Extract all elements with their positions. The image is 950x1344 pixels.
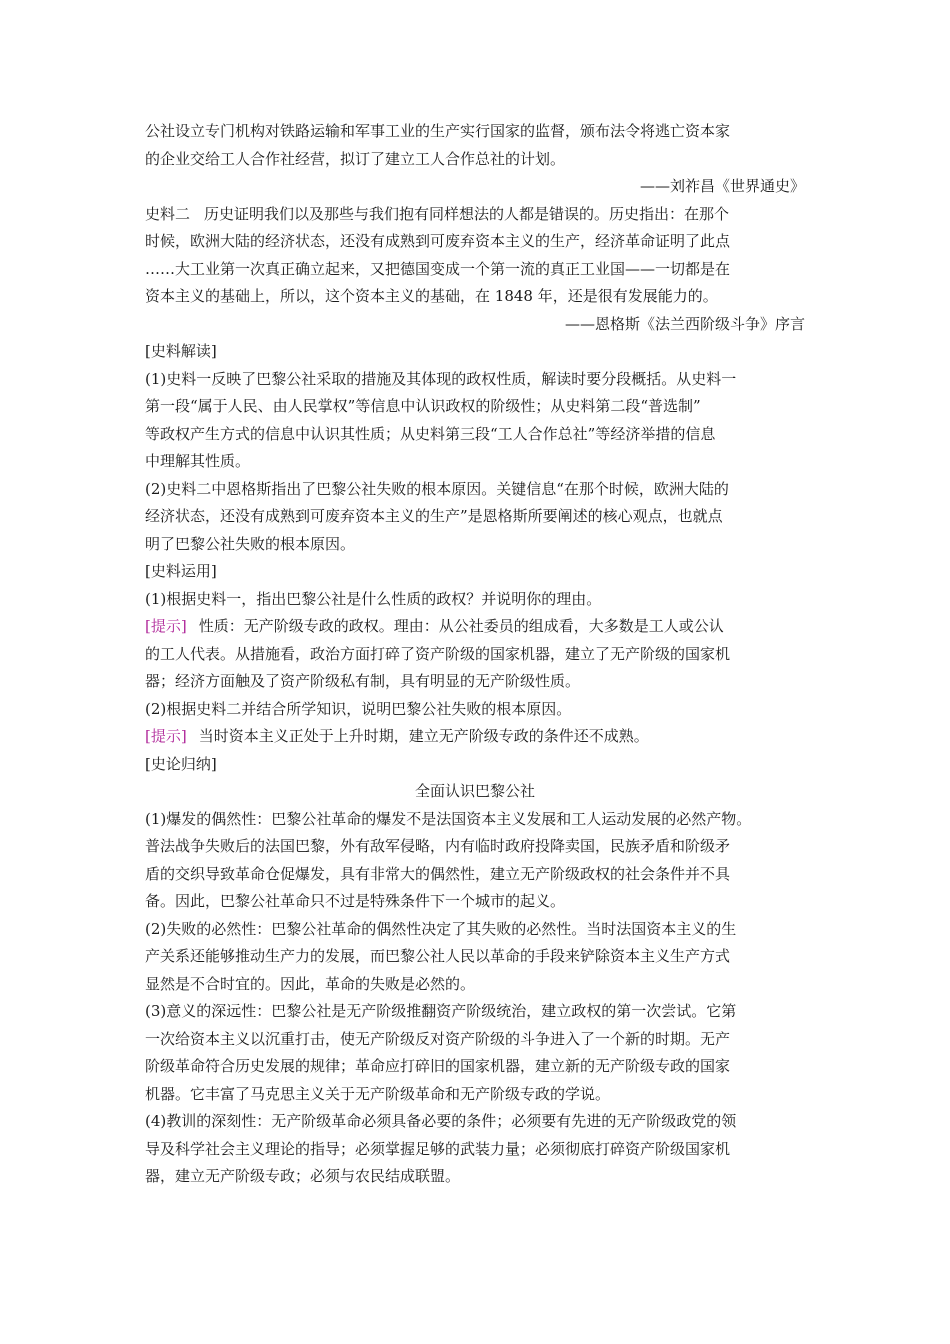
interpret-1-line: (1)史料一反映了巴黎公社采取的措施及其体现的政权性质，解读时要分段概括。从史料一 bbox=[145, 369, 737, 388]
answer-1-text: 性质：无产阶级专政的政权。理由：从公社委员的组成看，大多数是工人或公认 bbox=[198, 617, 724, 635]
summary-4-line: (4)教训的深刻性：无产阶级革命必须具备必要的条件；必须要有先进的无产阶级政党的领 bbox=[145, 1112, 737, 1130]
summary-4-line: 器，建立无产阶级专政；必须与农民结成联盟。 bbox=[145, 1167, 461, 1185]
document-page bbox=[145, 118, 805, 1191]
source1-citation: ——刘祚昌《世界通史》 bbox=[639, 177, 805, 195]
hint-label: [提示] bbox=[145, 727, 187, 745]
source1-line: 公社设立专门机构对铁路运输和军事工业的生产实行国家的监督，颁布法令将逃亡资本家 bbox=[145, 122, 731, 140]
summary-2-line: 产关系还能够推动生产力的发展，而巴黎公社人民以革命的手段来铲除资本主义生产方式 bbox=[145, 947, 731, 965]
summary-3-line: 阶级革命符合历史发展的规律；革命应打碎旧的国家机器，建立新的无产阶级专政的国家 bbox=[145, 1057, 731, 1075]
source2-line: 时候，欧洲大陆的经济状态，还没有成熟到可废弃资本主义的生产，经济革命证明了此点 bbox=[145, 232, 731, 250]
source2-line: 资本主义的基础上，所以，这个资本主义的基础，在 1848 年，还是很有发展能力的。 bbox=[145, 287, 718, 305]
summary-1-line: 盾的交织导致革命仓促爆发，具有非常大的偶然性，建立无产阶级政权的社会条件并不具 bbox=[145, 864, 731, 883]
answer-2-line bbox=[145, 723, 805, 751]
summary-2-line: (2)失败的必然性：巴黎公社革命的偶然性决定了其失败的必然性。当时法国资本主义的生 bbox=[145, 919, 737, 938]
summary-3-line: 一次给资本主义以沉重打击，使无产阶级反对资产阶级的斗争进入了一个新的时期。无产 bbox=[145, 1029, 731, 1048]
answer-1-line: 的工人代表。从措施看，政治方面打碎了资产阶级的国家机器，建立了无产阶级的国家机 bbox=[145, 644, 731, 663]
question-2: (2)根据史料二并结合所学知识，说明巴黎公社失败的根本原因。 bbox=[145, 699, 572, 718]
answer-1-line: 器；经济方面触及了资产阶级私有制，具有明显的无产阶级性质。 bbox=[145, 672, 581, 690]
interpret-heading: [史料解读] bbox=[145, 342, 217, 360]
interpret-1-line: 第一段“属于人民、由人民掌权”等信息中认识政权的阶级性；从史料第二段“普选制” bbox=[145, 397, 701, 415]
summary-title: 全面认识巴黎公社 bbox=[414, 782, 535, 800]
interpret-1-line: 中理解其性质。 bbox=[145, 452, 251, 470]
summary-1-line: 备。因此，巴黎公社革命只不过是特殊条件下一个城市的起义。 bbox=[145, 892, 566, 910]
summary-4-line: 导及科学社会主义理论的指导；必须掌握足够的武装力量；必须彻底打碎资产阶级国家机 bbox=[145, 1139, 731, 1158]
summary-3-line: 机器。它丰富了马克思主义关于无产阶级革命和无产阶级专政的学说。 bbox=[145, 1084, 611, 1103]
interpret-2-line: 经济状态，还没有成熟到可废弃资本主义的生产”是恩格斯所要阐述的核心观点，也就点 bbox=[145, 507, 723, 525]
answer-1-first-line bbox=[145, 613, 805, 641]
answer-2-text: 当时资本主义正处于上升时期，建立无产阶级专政的条件还不成熟。 bbox=[198, 727, 649, 745]
summary-1-line: (1)爆发的偶然性：巴黎公社革命的爆发不是法国资本主义发展和工人运动发展的必然产物。 bbox=[145, 809, 752, 828]
source2-citation: ——恩格斯《法兰西阶级斗争》序言 bbox=[564, 314, 805, 333]
source2-first-line bbox=[145, 201, 805, 229]
summary-heading: [史论归纳] bbox=[145, 754, 217, 773]
source2-line: ……大工业第一次真正确立起来，又把德国变成一个第一流的真正工业国——一切都是在 bbox=[145, 259, 731, 278]
summary-2-line: 显然是不合时宜的。因此，革命的失败是必然的。 bbox=[145, 974, 476, 993]
source2-label: 史料二 bbox=[145, 204, 191, 223]
summary-1-line: 普法战争失败后的法国巴黎，外有敌军侵略，内有临时政府投降卖国，民族矛盾和阶级矛 bbox=[145, 837, 731, 855]
apply-heading: [史料运用] bbox=[145, 562, 217, 580]
hint-label: [提示] bbox=[145, 617, 187, 635]
source2-text: 历史证明我们以及那些与我们抱有同样想法的人都是错误的。历史指出：在那个 bbox=[204, 204, 730, 223]
interpret-1-line: 等政权产生方式的信息中认识其性质；从史料第三段“工人合作总社”等经济举措的信息 bbox=[145, 424, 716, 443]
source1-line: 的企业交给工人合作社经营，拟订了建立工人合作总社的计划。 bbox=[145, 149, 566, 168]
interpret-2-line: (2)史料二中恩格斯指出了巴黎公社失败的根本原因。关键信息“在那个时候，欧洲大陆的 bbox=[145, 479, 729, 498]
summary-3-line: (3)意义的深远性：巴黎公社是无产阶级推翻资产阶级统治，建立政权的第一次尝试。它第 bbox=[145, 1002, 737, 1020]
question-1: (1)根据史料一，指出巴黎公社是什么性质的政权？并说明你的理由。 bbox=[145, 589, 602, 608]
interpret-2-line: 明了巴黎公社失败的根本原因。 bbox=[145, 534, 356, 553]
